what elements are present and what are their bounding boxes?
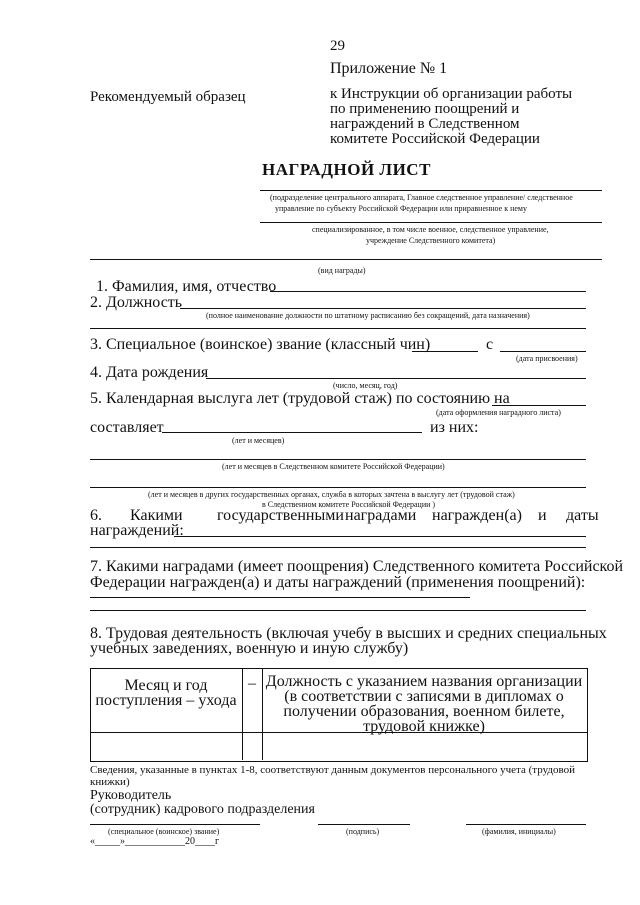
- field-sk-awards-line-a: [90, 597, 470, 598]
- field-position-line: [180, 308, 586, 309]
- table-header-position-line-1: Должность с указанием названия организации: [265, 673, 583, 690]
- field-rank-label: 3. Специальное (воинское) звание (классный чин): [90, 336, 431, 353]
- field-state-awards-w1: 6.: [90, 507, 102, 524]
- table-header-position-line-3: получении образования, военном билете,: [283, 703, 565, 720]
- signature-rank-line: [90, 824, 260, 825]
- page-number: 29: [330, 38, 345, 54]
- caption-subdivision-2: управление по субъекту Российской Федерации или приравненное к нему: [275, 204, 527, 213]
- caption-specialized-1: специализированное, в том числе военное, следственное управление,: [312, 225, 549, 234]
- field-work-history-line-2: учебных заведениях, военную и иную службу): [90, 640, 409, 657]
- caption-fio: (фамилия, инициалы): [482, 827, 556, 836]
- caption-subdivision-1: (подразделение центрального аппарата, Главное следственное управление/ следственное: [270, 193, 573, 202]
- subdivision-line: [260, 190, 602, 191]
- table-header-position-line-4: трудовой книжке): [363, 718, 485, 735]
- table-header-dates-line-2: поступления – ухода: [95, 692, 237, 709]
- caption-other-2: в Следственном комитете Российской Федерации ): [262, 500, 436, 509]
- field-service-label: 5. Календарная выслуга лет (трудовой стаж) по состоянию на: [90, 390, 510, 407]
- field-rank-date-line: [500, 351, 586, 352]
- field-state-awards-w5: награжден(а): [432, 507, 522, 524]
- field-work-history-line-1: 8. Трудовая деятельность (включая учебу в высших и средних специальных: [90, 625, 607, 642]
- caption-other-1: (лет и месяцев в других государственных органах, служба в которых зачтена в выслугу лет (трудовой стаж): [148, 490, 515, 499]
- head-label-2: (сотрудник) кадрового подразделения: [90, 802, 315, 817]
- field-state-awards-w6: и: [538, 507, 547, 524]
- field-service-date-line: [492, 405, 586, 406]
- statement-line-1: Сведения, указанные в пунктах 1-8, соответствуют данным документов персонального учета (трудовой: [90, 764, 575, 776]
- field-sk-awards-line-b: [90, 610, 586, 611]
- table-header-dates: [90, 678, 242, 708]
- field-state-awards-line-1: [174, 536, 586, 537]
- field-birth-label: 4. Дата рождения: [90, 364, 209, 381]
- field-state-awards-label-2: награждений:: [90, 522, 184, 539]
- field-committee-line: [90, 459, 586, 460]
- instruction-line-4: комитете Российской Федерации: [330, 131, 540, 147]
- date-line: «_____»____________20____г: [90, 836, 220, 847]
- field-state-awards-w4: наградами: [345, 507, 417, 524]
- caption-position: (полное наименование должности по штатному расписанию без сокращений, дата назначения): [206, 311, 530, 320]
- field-state-awards-w2: Какими: [130, 507, 183, 524]
- signature-sign-line: [318, 824, 410, 825]
- field-rank-with: с: [486, 336, 494, 353]
- field-position-label: 2. Должность: [90, 294, 183, 311]
- recommended-sample: Рекомендуемый образец: [90, 89, 246, 105]
- instruction-line-1: к Инструкции об организации работы: [330, 86, 573, 102]
- field-state-awards-w3: государственными: [217, 507, 344, 524]
- field-service-amount-label: составляет: [90, 419, 164, 436]
- instruction-line-2: по применению поощрений и: [330, 101, 520, 117]
- caption-award-kind: (вид награды): [318, 266, 366, 275]
- caption-rank: (специальное (воинское) звание): [108, 827, 220, 836]
- field-birth-line: [206, 378, 586, 379]
- table-header-position: [262, 674, 586, 734]
- table-header-position-line-2: (в соответствии с записями в дипломах о: [284, 688, 564, 705]
- specialized-line: [260, 222, 602, 223]
- field-sk-awards-line-2: Федерации награжден(а) и даты награждений (применения поощрений):: [90, 574, 586, 591]
- field-full-name-label: 1. Фамилия, имя, отчество: [96, 278, 277, 295]
- field-service-amount-line: [162, 432, 422, 433]
- table-header-dash: –: [248, 675, 256, 692]
- statement-line-2: книжки): [90, 776, 130, 788]
- field-state-awards-w7: даты: [566, 507, 599, 524]
- field-sk-awards-line-1: 7. Какими наградами (имеет поощрения) Следственного комитета Российской: [90, 558, 624, 575]
- caption-signature: (подпись): [346, 827, 380, 836]
- caption-specialized-2: учреждение Следственного комитета): [366, 236, 496, 245]
- field-state-awards-line-2: [90, 547, 586, 548]
- signature-name-line: [466, 824, 586, 825]
- appendix-label: Приложение № 1: [330, 60, 448, 77]
- field-position-line-2: [90, 328, 586, 329]
- head-label-1: Руководитель: [90, 788, 172, 803]
- caption-birth: (число, месяц, год): [333, 381, 398, 390]
- caption-years-months: (лет и месяцев): [232, 436, 285, 445]
- award-kind-line: [90, 259, 602, 260]
- table-header-dates-line-1: Месяц и год: [124, 677, 208, 694]
- field-rank-line: [412, 351, 478, 352]
- document-title: НАГРАДНОЙ ЛИСТ: [262, 160, 431, 179]
- field-full-name-line: [270, 291, 586, 292]
- instruction-line-3: награждений в Следственном: [330, 116, 520, 132]
- caption-in-committee: (лет и месяцев в Следственном комитете Российской Федерации): [222, 462, 445, 471]
- field-service-of-label: из них:: [430, 419, 479, 436]
- caption-doc-date: (дата оформления наградного листа): [436, 408, 561, 417]
- caption-assign-date: (дата присвоения): [516, 354, 578, 363]
- field-other-line: [90, 487, 586, 488]
